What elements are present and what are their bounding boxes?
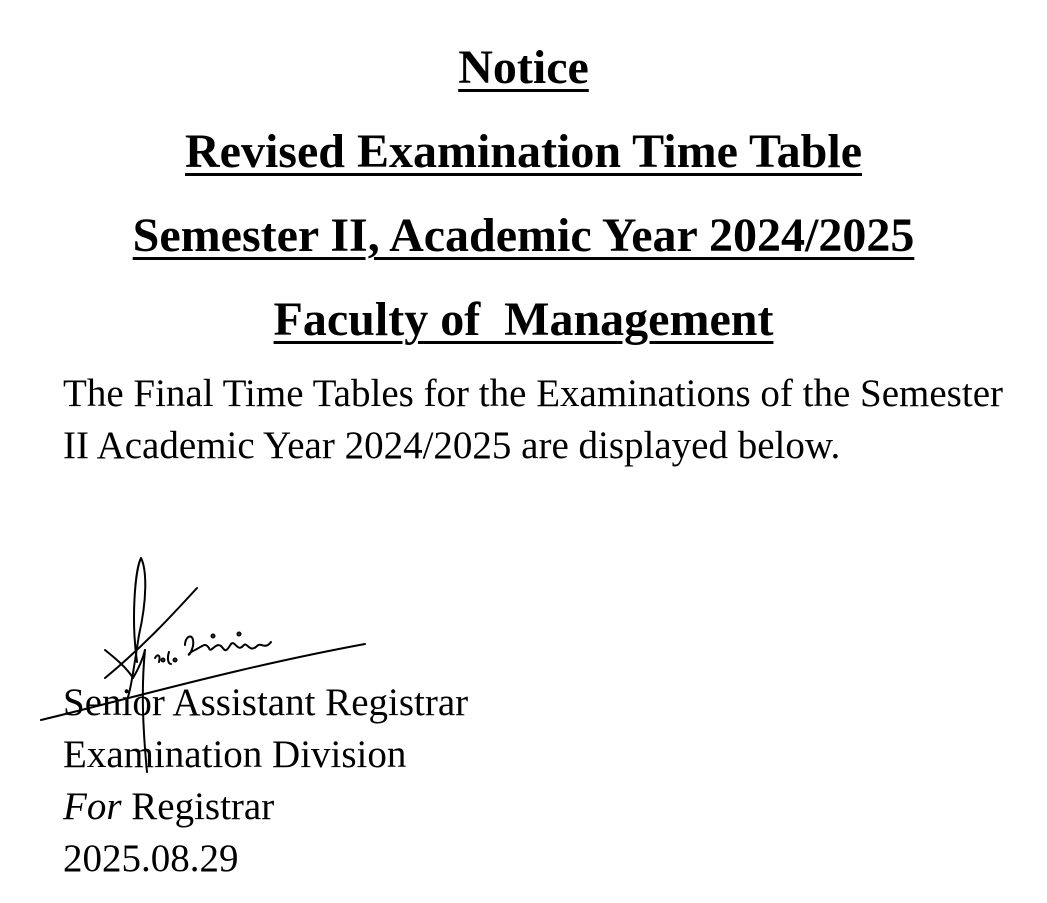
notice-title — [0, 40, 1047, 96]
notice-title-text: Notice — [458, 41, 589, 94]
signatory-for-line — [63, 781, 468, 833]
semester-heading-text: Semester II, Academic Year 2024/2025 — [132, 209, 915, 262]
signatory-title: Senior Assistant Registrar — [63, 681, 469, 724]
notice-subtitle-text: Revised Examination Time Table — [184, 125, 862, 178]
faculty-heading — [0, 292, 1047, 348]
notice-subtitle — [0, 124, 1047, 180]
semester-heading — [0, 208, 1047, 264]
notice-date: 2025.08.29 — [63, 837, 239, 880]
for-role: Registrar — [131, 785, 275, 828]
signatory-block — [63, 677, 468, 885]
signatory-division: Examination Division — [63, 733, 407, 776]
faculty-heading-text: Faculty of Management — [273, 293, 774, 346]
notice-body: The Final Time Tables for the Examinations of the Semester II Academic Year 2024/2025 are displayed below. — [63, 372, 1003, 467]
for-prefix: For — [63, 785, 122, 828]
